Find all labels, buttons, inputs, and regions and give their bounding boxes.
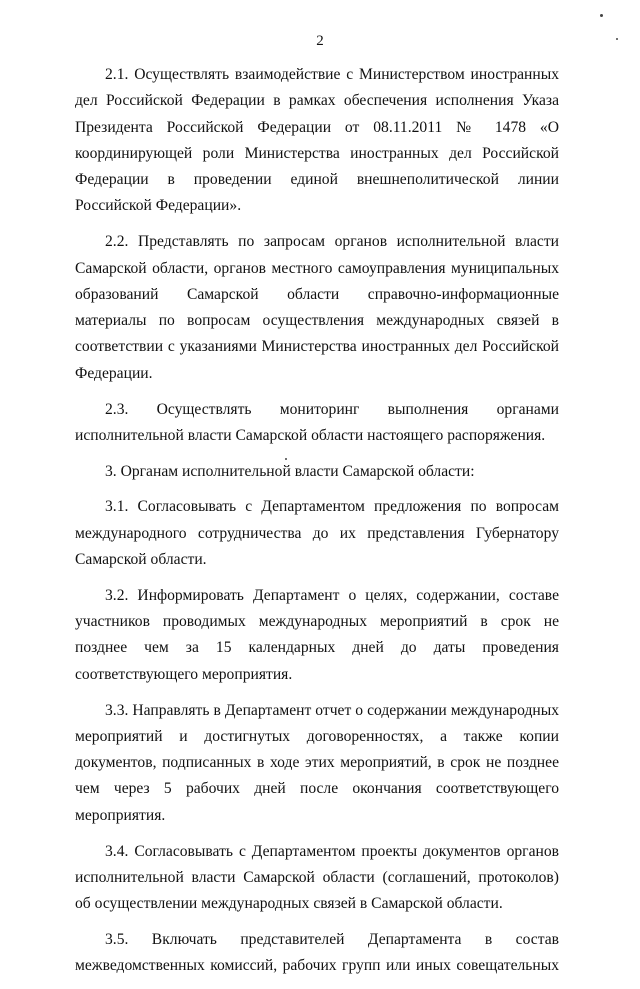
paragraph-2-3: 2.3. Осуществлять мониторинг выполнения органами исполнительной власти Самарской области настоящего распоряжения. (75, 400, 559, 444)
paragraph-3-1: 3.1. Согласовывать с Департаментом предложения по вопросам международного сотрудничества до их представления Губернатору Самарской области. (75, 498, 559, 569)
paragraph-3: 3. Органам исполнительной власти Самарской области: (105, 462, 475, 480)
document-body (75, 62, 559, 989)
paragraph-3-5: 3.5. Включать представителей Департамента в состав межведомственных комиссий, рабочих групп или иных совещательных (75, 930, 559, 975)
paragraph-3-3: 3.3. Направлять в Департамент отчет о содержании международных мероприятий и достигнутых договоренностях, а также копии документов, подписанных в ходе этих мероприятий, в срок не позднее чем через 5 рабочих дней после окончания соответствующего мероприятия. (75, 701, 559, 824)
scan-speck (616, 38, 618, 40)
page-number: 2 (316, 33, 324, 49)
paragraph-3-4: 3.4. Согласовывать с Департаментом проекты документов органов исполнительной власти Самарской области (соглашений, протоколов) об осуществлении международных связей в Самарской области. (75, 842, 559, 913)
paragraph-2-1: 2.1. Осуществлять взаимодействие с Министерством иностранных дел Российской Федерации в рамках обеспечения исполнения Указа Президента Российской Федерации от 08.11.2011 № 1478 «О координирующей роли Министерства иностранных дел Российской Федерации в проведении единой внешнеполитической линии Российской Федерации». (75, 66, 559, 215)
paragraph-3-2: 3.2. Информировать Департамент о целях, содержании, составе участников проводимых международных мероприятий в срок не позднее чем за 15 календарных дней до даты проведения соответствующего мероприятия. (75, 586, 559, 683)
scan-speck (600, 14, 603, 17)
paragraph-2-2: 2.2. Представлять по запросам органов исполнительной власти Самарской области, органов местного самоуправления муниципальных образований Самарской области справочно-информационные материалы по вопросам осуществления международных связей в соответствии с указаниями Министерства иностранных дел Российской Федерации. (75, 233, 559, 382)
scan-speck (285, 458, 287, 460)
